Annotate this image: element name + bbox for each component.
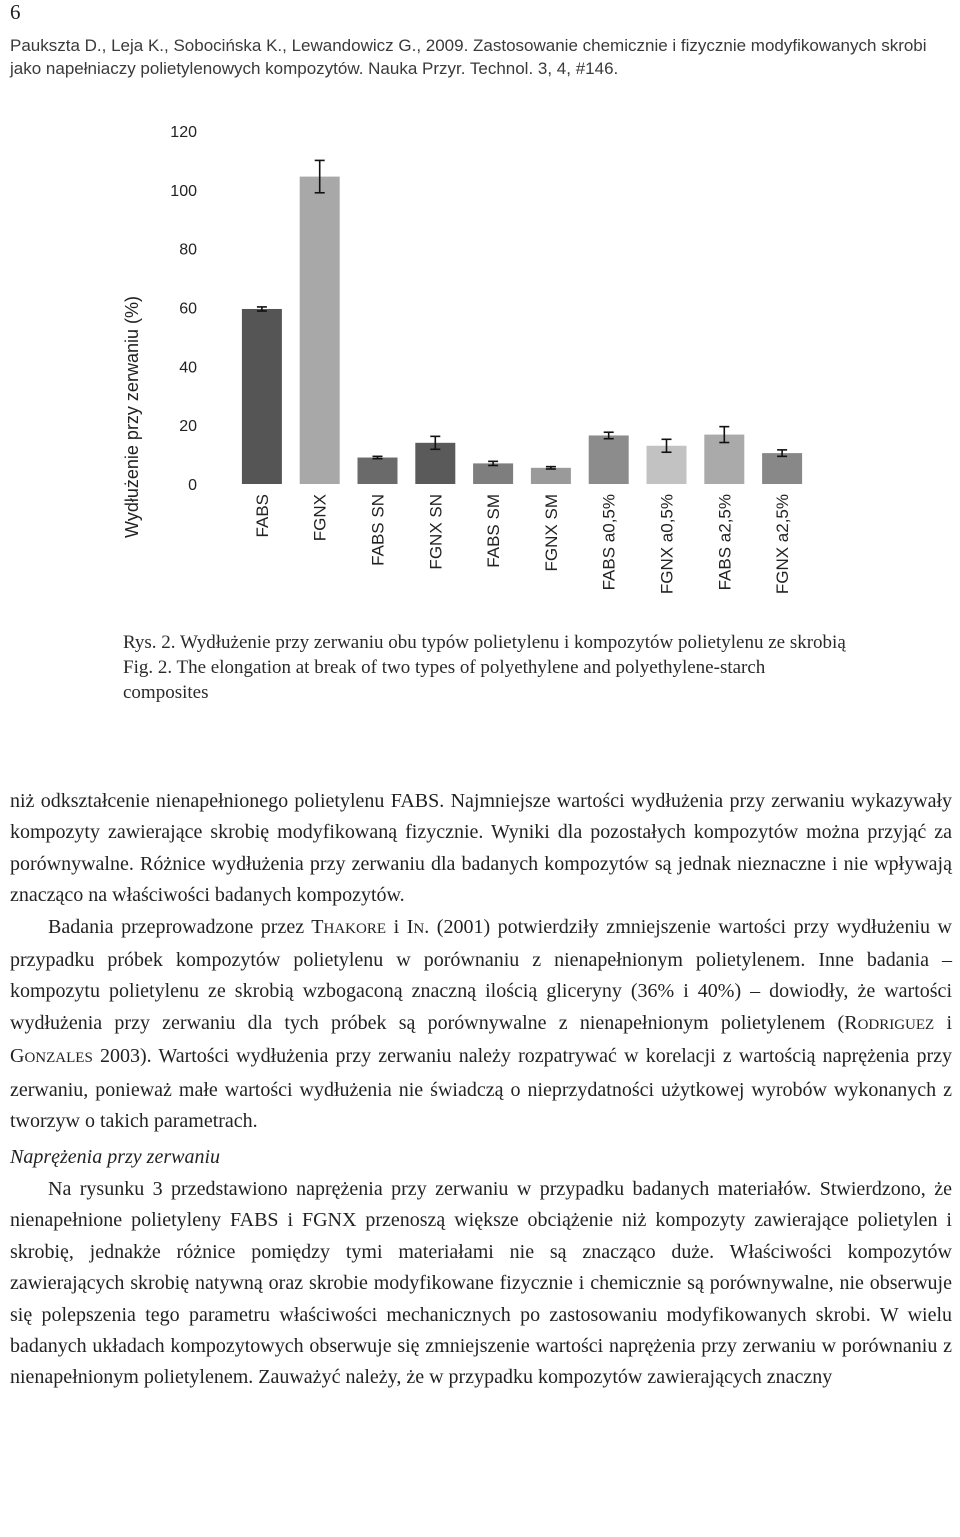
- error-bar: [257, 307, 267, 311]
- y-tick-label: 80: [179, 241, 197, 259]
- y-tick-label: 0: [188, 477, 197, 494]
- y-tick-label: 40: [179, 359, 197, 377]
- author-in: [407, 916, 425, 938]
- author-gonzales: [10, 1045, 93, 1067]
- category-label: FABS a0,5%: [599, 494, 619, 591]
- body-text: [10, 786, 952, 1394]
- page-number: 6: [10, 0, 21, 24]
- paragraph-1: niż odkształcenie nienapełnionego polietylenu FABS. Najmniejsze wartości wydłużenia przy zerwaniu wykazywały kompozyty zawierające skrobię modyfikowaną fizycznie. Wyniki dla pozostałych kompozytów można przyjąć za porównywalne. Różnice wydłużenia przy zerwaniu dla badanych kompozytów są jednak nieznaczne i nie wpływają znacząco na właściwości badanych kompozytów.: [10, 790, 952, 907]
- y-tick-label: 60: [179, 300, 197, 318]
- bar: [473, 463, 513, 484]
- category-label: FABS: [252, 494, 272, 538]
- author-thakore-initial: T: [311, 915, 324, 938]
- category-label: FGNX a2,5%: [773, 494, 793, 595]
- caption-polish: Rys. 2. Wydłużenie przy zerwaniu obu typów polietylenu i kompozytów polietylenu ze skrobią: [123, 632, 846, 653]
- category-label: FABS a2,5%: [715, 494, 735, 591]
- p2-text-a: Badania przeprowadzone przez: [48, 915, 312, 938]
- bar: [300, 177, 340, 484]
- bar: [358, 458, 398, 484]
- category-label: FGNX SN: [426, 494, 446, 570]
- category-label: FABS SM: [484, 494, 504, 568]
- figure-caption: [123, 630, 848, 705]
- author-thakore: [311, 916, 386, 938]
- p2-text-d: 2003). Wartości wydłużenia przy zerwaniu należy rozpatrywać w korelacji z wartością naprężenia przy zerwaniu, ponieważ małe wartości wydłużenia nie świadczą o nieprzydatności użytkowej wyrobów wykonanych z tworzyw o takich parametrach.: [10, 1045, 952, 1133]
- p2-text-c: i: [934, 1011, 952, 1034]
- category-label: FGNX: [310, 494, 330, 542]
- bar: [242, 309, 282, 484]
- bar: [589, 435, 629, 484]
- y-tick-label: 120: [170, 124, 197, 141]
- author-rodriguez-rest: ODRIGUEZ: [857, 1016, 935, 1033]
- category-label: FGNX a0,5%: [657, 494, 677, 595]
- author-in-rest: N: [413, 920, 425, 937]
- author-rodriguez-initial: R: [844, 1011, 858, 1034]
- category-label: FGNX SM: [541, 494, 561, 572]
- y-axis-label: Wydłużenie przy zerwaniu (%): [122, 296, 142, 538]
- author-thakore-rest: HAKORE: [323, 920, 387, 937]
- author-gonzales-rest: ONZALES: [24, 1050, 93, 1067]
- author-rodriguez: [844, 1012, 934, 1034]
- y-tick-label: 20: [179, 418, 197, 436]
- section-heading: Naprężenia przy zerwaniu: [10, 1146, 220, 1169]
- paragraph-3: Na rysunku 3 przedstawiono naprężenia przy zerwaniu w przypadku badanych materiałów. Stwierdzono, że nienapełnione polietyleny FABS i FGNX przenoszą większe obciążenie niż kompozyty zawierające polietylen i skrobię, jednakże różnice pomiędzy tymi materiałami nie są znacząco duże. Właściwości kompozytów zawierających skrobię natywną oraz skrobie modyfikowane fizycznie i chemicznie są porównywalne, nie obserwuje się polepszenia tego parametru właściwości mechanicznych po zastosowaniu modyfikowanych skrobi. W wielu badanych układach kompozytowych obserwuje się zmniejszenie wartości naprężenia przy zerwaniu w porównaniu z nienapełnionym polietylenem. Zauważyć należy, że w przypadku kompozytów zawierających znaczny: [10, 1177, 952, 1389]
- author-in-initial: I: [406, 915, 414, 938]
- p2-text-b: . (2001) potwierdziły zmniejszenie wartości przy wydłużeniu w przypadku próbek kompozytów polietylenu w porównaniu z nienapełnionym polietylenem. Inne badania – kompozytu polietylenu ze skrobią wzbogaconą znaczną ilością gliceryny (36% i 40%) – dowiodły, że wartości wydłużenia przy zerwaniu dla tych próbek są porównywalne z nienapełnionym polietylenem (: [10, 915, 952, 1034]
- bar: [762, 453, 802, 484]
- paragraph-2: [10, 912, 952, 1138]
- y-tick-label: 100: [170, 182, 197, 200]
- caption-english: Fig. 2. The elongation at break of two types of polyethylene and polyethylene-starch composites: [123, 657, 766, 703]
- bar: [531, 468, 571, 484]
- citation: Pauksztа D., Leja K., Sobocińska K., Lewandowicz G., 2009. Zastosowanie chemicznie i fizycznie modyfikowanych skrobi jako napełniaczy polietylenowych kompozytów. Nauka Przyr. Technol. 3, 4, #146.: [10, 36, 927, 78]
- author-gonzales-initial: G: [10, 1045, 25, 1068]
- category-label: FABS SN: [368, 494, 388, 566]
- p2-text-i: i: [386, 915, 407, 938]
- elongation-bar-chart: [0, 110, 960, 625]
